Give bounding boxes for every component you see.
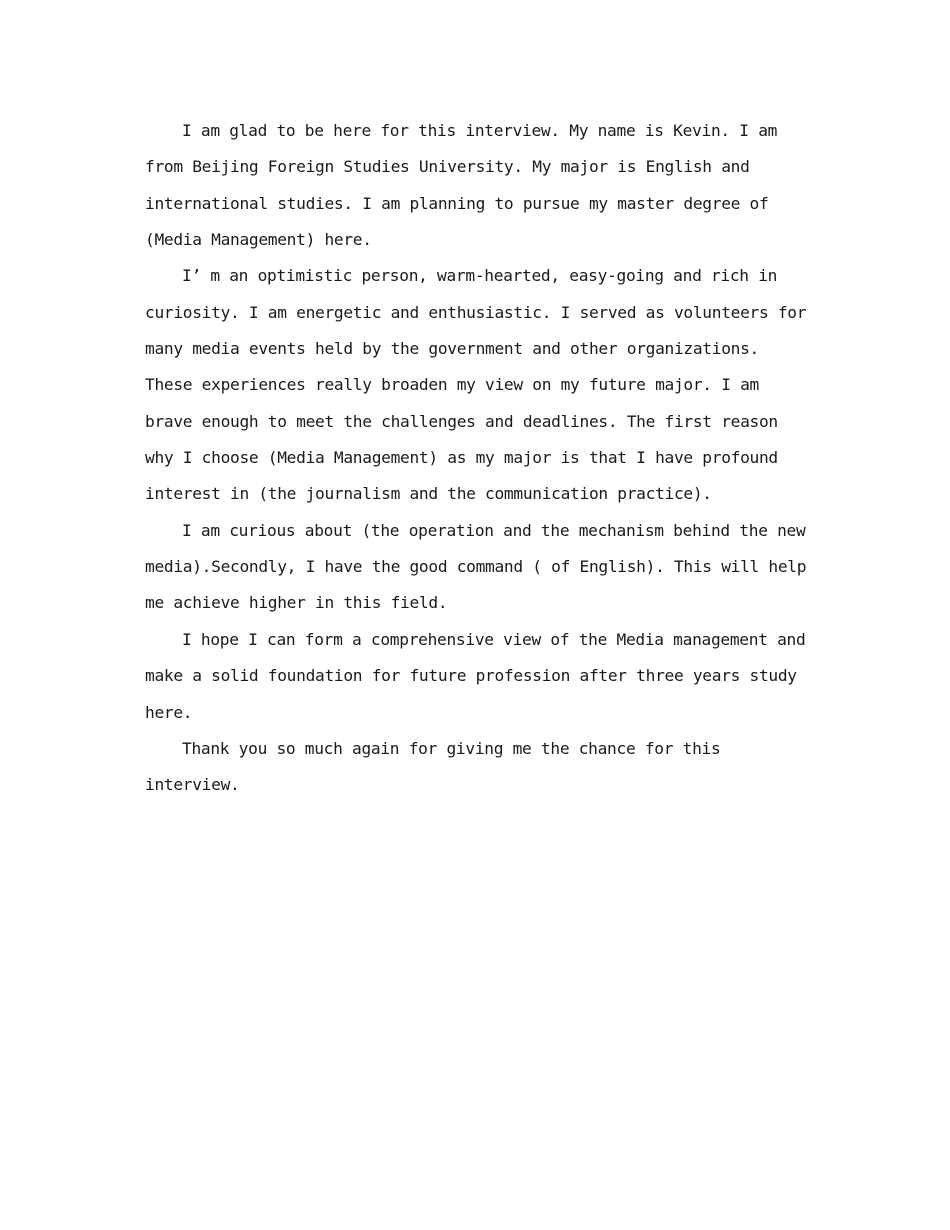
paragraph-thanks: Thank you so much again for giving me the chance for this interview. [145, 738, 721, 795]
document-body [145, 113, 815, 804]
paragraph-interests: I am curious about (the operation and the mechanism behind the new media).Secondly, I have the good command ( of English). This will help me achieve higher in this field. [145, 520, 807, 613]
paragraph-goals: I hope I can form a comprehensive view of the Media management and make a solid foundation for future profession after three years study here. [145, 629, 806, 722]
paragraph-personality: I’ m an optimistic person, warm-hearted, easy-going and rich in curiosity. I am energetic and enthusiastic. I served as volunteers for many media events held by the government and other organizations. These experiences really broaden my view on my future major. I am brave enough to meet the challenges and deadlines. The first reason why I choose (Media Management) as my major is that I have profound interest in (the journalism and the communication practice). [145, 266, 807, 504]
paragraph-introduction: I am glad to be here for this interview. My name is Kevin. I am from Beijing Foreign Studies University. My major is English and international studies. I am planning to pursue my master degree of (Media Management) here. [145, 121, 778, 250]
